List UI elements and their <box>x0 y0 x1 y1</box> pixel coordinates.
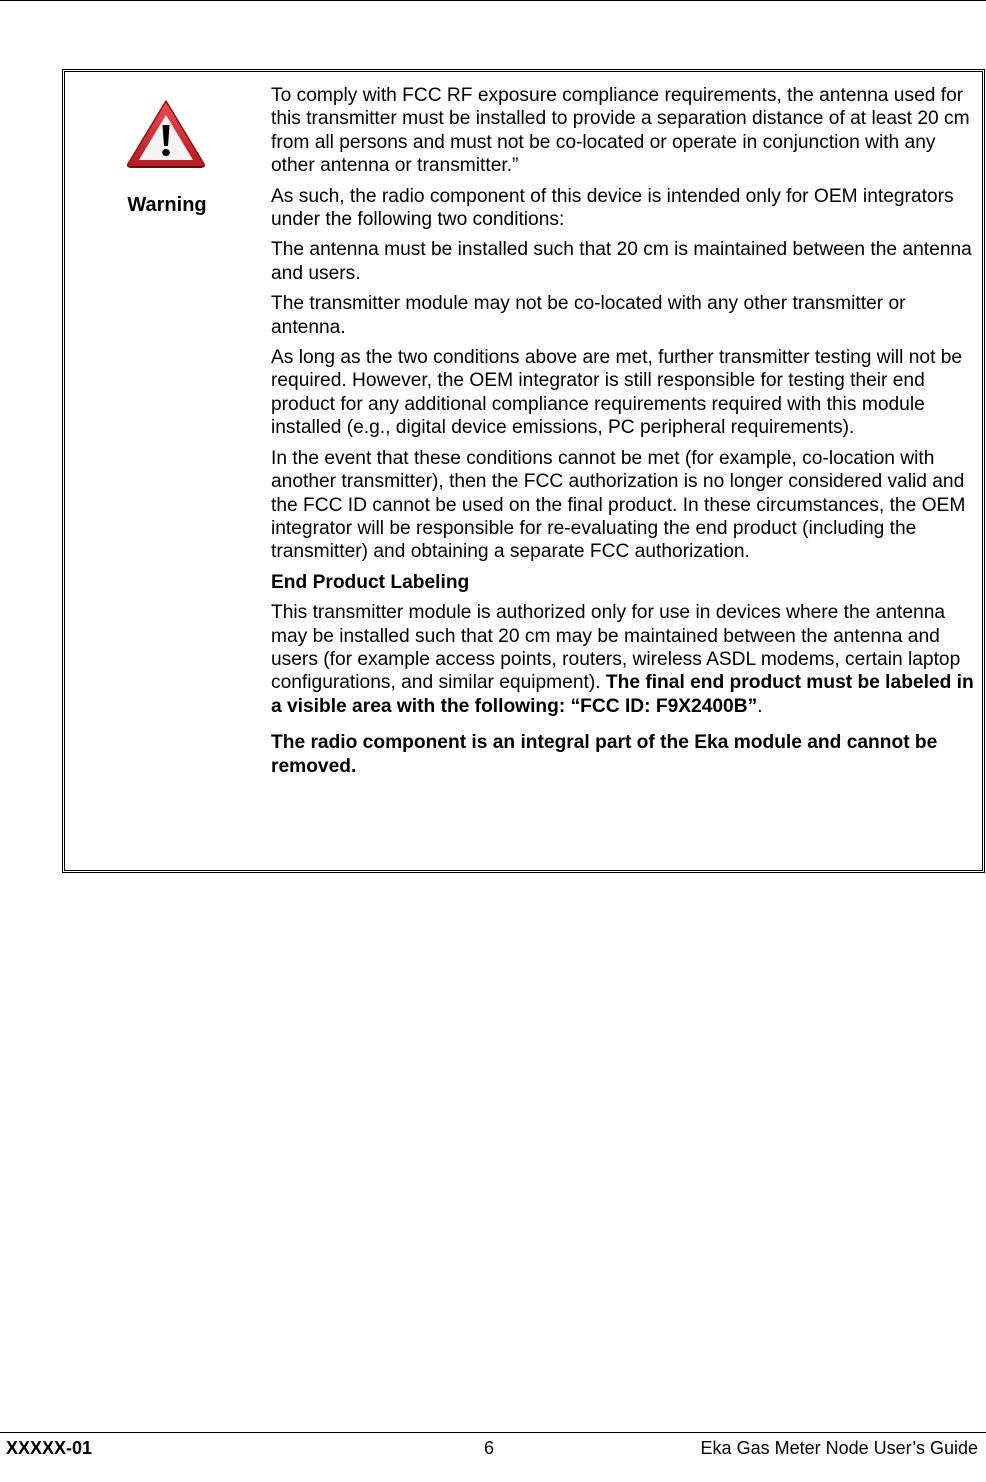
warning-text <box>271 84 981 785</box>
footer-rule <box>0 1432 986 1433</box>
footer-page-number: 6 <box>484 1438 495 1458</box>
footer-doc-id: XXXXX-01 <box>6 1438 93 1458</box>
integral-part-paragraph: The radio component is an integral part of the Eka module and cannot be removed. <box>271 732 938 777</box>
antenna-condition-paragraph: The antenna must be installed such that 20 cm is maintained between the antenna and users. <box>271 239 972 284</box>
labeling-paragraph <box>271 601 981 718</box>
warning-label: Warning <box>127 194 207 216</box>
warning-box <box>62 69 985 873</box>
header-rule <box>0 0 986 1</box>
labeling-text: This transmitter module is authorized only for use in devices where the antenna may be installed such that 20 cm may be maintained between the antenna and users (for example access points, routers, wireless ASDL modems, certain laptop configurations, and similar equipment). <box>271 602 961 694</box>
fcc-exposure-paragraph: To comply with FCC RF exposure compliance requirements, the antenna used for this transmitter must be installed to provide a separation distance of at least 20 cm from all persons and must not be co-located or operate in conjunction with any other antenna or transmitter.” <box>271 85 970 177</box>
footer-guide-title: Eka Gas Meter Node User’s Guide <box>700 1438 978 1458</box>
warning-triangle-icon <box>125 98 207 170</box>
end-product-labeling-heading: End Product Labeling <box>271 571 470 593</box>
testing-paragraph: As long as the two conditions above are met, further transmitter testing will not be required. However, the OEM integrator is still responsible for testing their end product for any additional compliance requirements required with this module installed (e.g., digital device emissions, PC peripheral requirements). <box>271 347 963 439</box>
labeling-period: . <box>757 695 763 717</box>
colocation-condition-paragraph: The transmitter module may not be co-located with any other transmitter or antenna. <box>271 293 906 338</box>
oem-conditions-paragraph: As such, the radio component of this device is intended only for OEM integrators under the following two conditions: <box>271 185 954 231</box>
labeling-requirement: The final end product must be labeled in a visible area with the following: “FCC ID: F9X2400B” <box>271 672 974 717</box>
authorization-paragraph: In the event that these conditions cannot be met (for example, co-location with another transmitter), then the FCC authorization is no longer considered valid and the FCC ID cannot be used on the final product. In these circumstances, the OEM integrator will be responsible for re-evaluating the end product (including the transmitter) and obtaining a separate FCC authorization. <box>271 447 966 563</box>
